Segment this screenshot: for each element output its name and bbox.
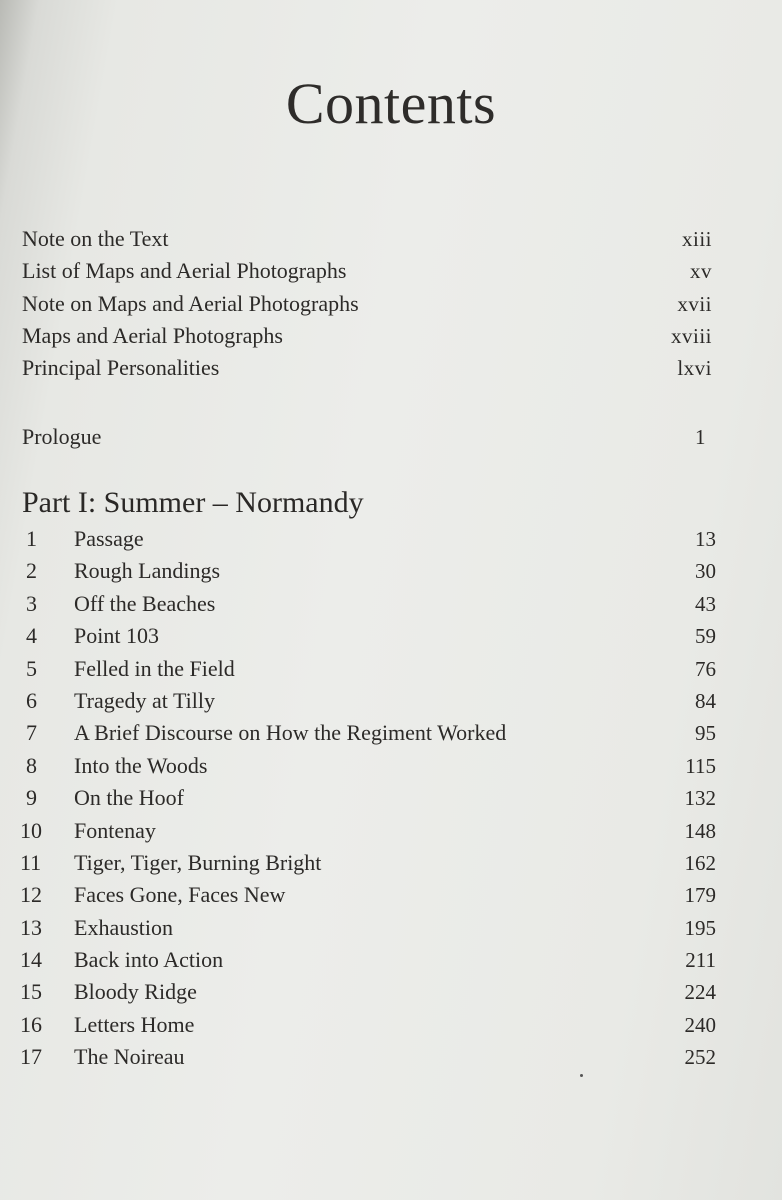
entry-label: List of Maps and Aerial Photographs (22, 258, 347, 284)
chapter-page: 115 (685, 753, 716, 778)
chapter-number: 11 (20, 849, 42, 875)
chapter-row (20, 526, 716, 558)
chapter-title: Back into Action (74, 947, 224, 973)
chapter-title: Faces Gone, Faces New (74, 882, 286, 908)
chapter-list (20, 526, 716, 1077)
chapter-row (20, 688, 716, 720)
chapter-page: 13 (695, 527, 716, 551)
chapter-row (20, 623, 716, 655)
chapter-row (20, 720, 716, 752)
entry-page: 1 (695, 425, 706, 449)
chapter-row (20, 818, 716, 850)
chapter-page: 43 (695, 591, 716, 616)
entry-page: xviii (670, 323, 712, 348)
chapter-title: Rough Landings (74, 558, 221, 584)
entry-page: lxvi (677, 356, 712, 381)
chapter-number: 16 (20, 1011, 42, 1037)
entry-label: Maps and Aerial Photographs (22, 322, 283, 348)
chapter-page: 240 (684, 1012, 716, 1037)
chapter-number: 3 (26, 590, 37, 616)
chapter-number: 14 (20, 947, 42, 973)
chapter-row (20, 979, 716, 1011)
prologue-entry (22, 424, 706, 456)
chapter-title: Off the Beaches (74, 590, 216, 616)
entry-label: Prologue (22, 424, 102, 449)
chapter-page: 95 (695, 721, 716, 746)
chapter-page: 132 (684, 786, 716, 811)
chapter-number: 17 (20, 1044, 42, 1070)
chapter-row (20, 785, 716, 817)
chapter-page: 59 (695, 624, 716, 649)
chapter-number: 7 (26, 720, 37, 746)
entry-page: xiii (681, 227, 712, 251)
chapter-row (20, 882, 716, 914)
chapter-title: Felled in the Field (74, 655, 235, 681)
chapter-title: Fontenay (74, 817, 156, 843)
chapter-title: On the Hoof (74, 785, 184, 811)
part-title: Part I: Summer – Normandy (22, 486, 364, 519)
entry-page: xvii (677, 291, 712, 316)
chapter-row (20, 915, 716, 947)
chapter-row (20, 558, 716, 590)
chapter-page: 148 (684, 818, 716, 843)
front-matter-item (22, 258, 712, 290)
chapter-title: The Noireau (74, 1044, 185, 1070)
front-matter-item (22, 291, 712, 323)
chapter-number: 5 (26, 655, 37, 681)
chapter-page: 84 (695, 688, 716, 713)
chapter-title: Bloody Ridge (74, 979, 197, 1005)
entry-page: xv (690, 259, 712, 284)
chapter-number: 12 (20, 882, 42, 908)
entry-label: Note on Maps and Aerial Photographs (22, 290, 359, 316)
chapter-page: 162 (684, 850, 716, 875)
chapter-number: 15 (20, 979, 42, 1005)
chapter-number: 13 (20, 914, 42, 940)
paper-speck (580, 1074, 583, 1077)
chapter-row (20, 947, 716, 979)
chapter-number: 1 (26, 526, 37, 551)
page-title: Contents (285, 71, 497, 136)
chapter-row (20, 850, 716, 882)
chapter-number: 8 (26, 752, 37, 778)
chapter-title: Letters Home (74, 1011, 195, 1037)
chapter-number: 9 (26, 785, 37, 811)
chapter-title: Passage (74, 526, 144, 551)
chapter-row (20, 1012, 716, 1044)
chapter-title: Into the Woods (74, 752, 208, 778)
front-matter-item (22, 355, 712, 387)
entry-label: Note on the Text (22, 226, 169, 251)
chapter-number: 6 (26, 687, 37, 713)
chapter-page: 179 (684, 883, 716, 908)
front-matter-list (22, 226, 712, 387)
chapter-row (20, 591, 716, 623)
chapter-page: 211 (685, 948, 716, 973)
chapter-row (20, 1044, 716, 1076)
chapter-title: A Brief Discourse on How the Regiment Worked (74, 720, 507, 746)
chapter-page: 76 (695, 656, 716, 681)
chapter-number: 4 (26, 623, 37, 649)
chapter-number: 2 (26, 558, 37, 584)
chapter-page: 252 (684, 1045, 716, 1070)
front-matter-item (22, 323, 712, 355)
chapter-page: 224 (684, 980, 716, 1005)
chapter-number: 10 (20, 817, 42, 843)
chapter-page: 195 (684, 915, 716, 940)
front-matter-item (22, 226, 712, 258)
chapter-title: Tragedy at Tilly (74, 687, 216, 713)
chapter-page: 30 (695, 559, 716, 584)
chapter-title: Point 103 (74, 623, 159, 649)
chapter-row (20, 753, 716, 785)
entry-label: Principal Personalities (22, 355, 220, 381)
chapter-title: Exhaustion (74, 914, 173, 940)
chapter-title: Tiger, Tiger, Burning Bright (74, 849, 322, 875)
chapter-row (20, 656, 716, 688)
